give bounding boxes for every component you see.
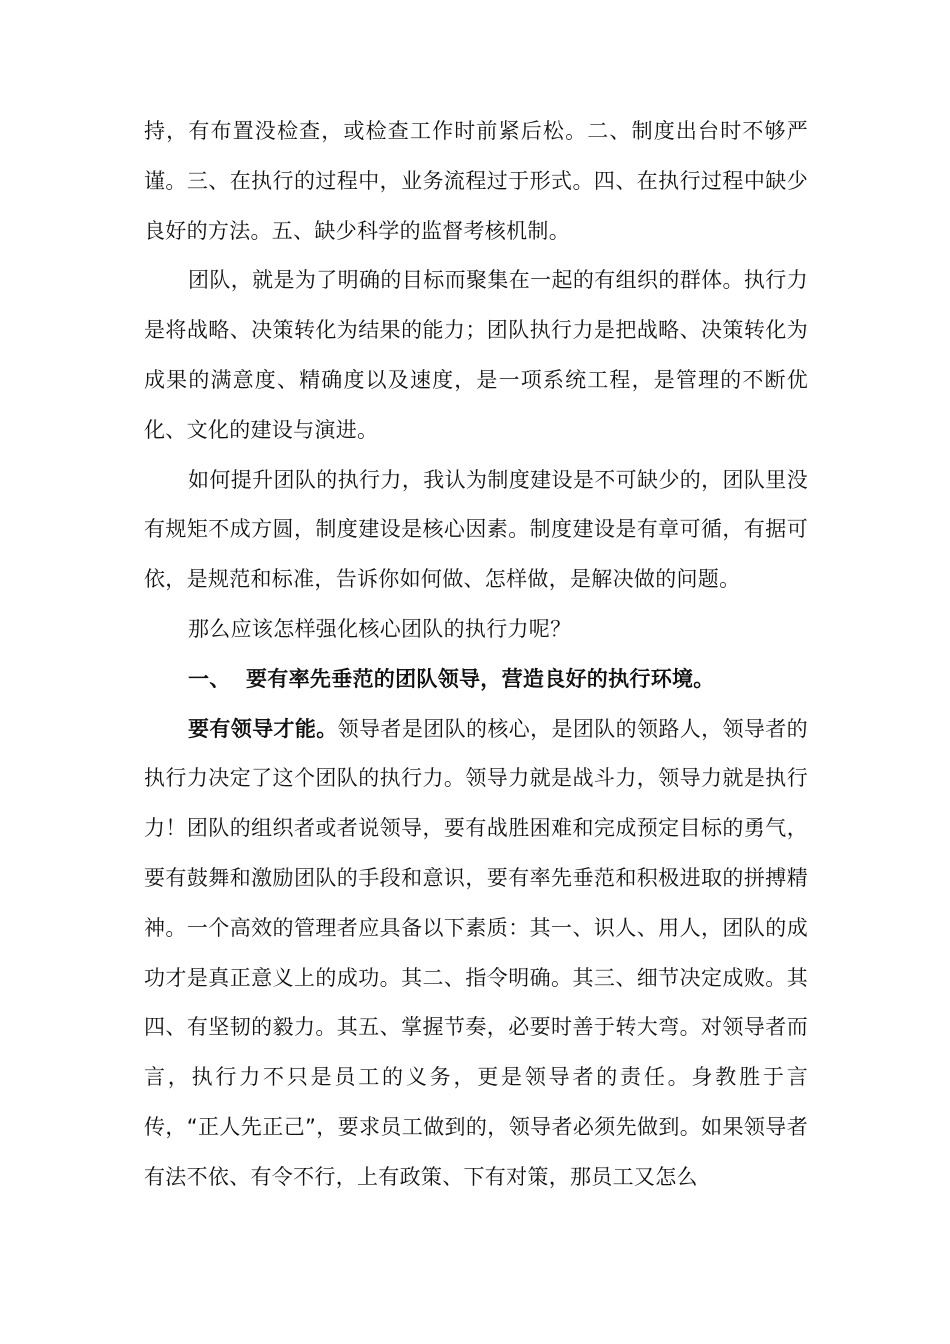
paragraph-team-definition: 团队，就是为了明确的目标而聚集在一起的有组织的群体。执行力是将战略、决策转化为结果的能力；团队执行力是把战略、决策转化为成果的满意度、精确度以及速度，是一项系统工程，是管理的不断优化、文化的建设与演进。 [144,268,808,442]
paragraph-continuation: 持，有布置没检查，或检查工作时前紧后松。二、制度出台时不够严谨。三、在执行的过程中，业务流程过于形式。四、在执行过程中缺少良好的方法。五、缺少科学的监督考核机制。 [144,119,808,243]
paragraph-leadership-body: 领导者是团队的核心，是团队的领路人，领导者的执行力决定了这个团队的执行力。领导力就是战斗力，领导力就是执行力！团队的组织者或者说领导，要有战胜困难和完成预定目标的勇气，要有鼓舞和激励团队的手段和意识，要有率先垂范和积极进取的拼搏精神。一个高效的管理者应具备以下素质：其一、识人、用人，团队的成功才是真正意义上的成功。其二、指令明确。其三、细节决定成败。其四、有坚韧的毅力。其五、掌握节奏，必要时善于转大弯。对领导者而言，执行力不只是员工的义务，更是领导者的责任。身教胜于言传，“正人先正己”，要求员工做到的，领导者必须先做到。如果领导者有法不依、有令不行，上有政策、下有对策，那员工又怎么 [144,716,808,1189]
section-heading-number: 一、 [188,666,231,691]
section-heading-1 [144,655,808,705]
paragraph-leadership [144,705,808,1203]
paragraph-lead-phrase: 要有领导才能。 [188,716,338,741]
paragraph-question: 那么应该怎样强化核心团队的执行力呢？ [188,616,572,641]
section-heading-text: 要有率先垂范的团队领导，营造良好的执行环境。 [246,666,715,691]
document-body [144,107,808,1203]
paragraph-system-building: 如何提升团队的执行力，我认为制度建设是不可缺少的，团队里没有规矩不成方圆，制度建设是核心因素。制度建设是有章可循，有据可依，是规范和标准，告诉你如何做、怎样做，是解决做的问题。 [144,467,808,592]
